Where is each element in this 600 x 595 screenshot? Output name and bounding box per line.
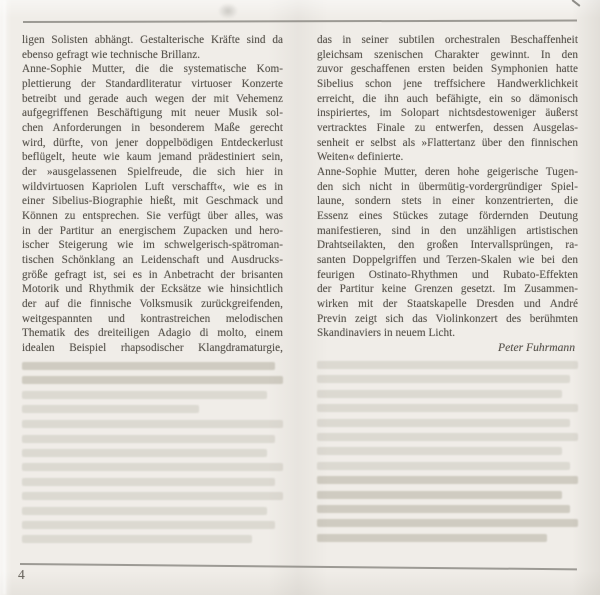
text-line: Können zu entsprechen. Sie verfügt über alles, was — [22, 210, 283, 223]
corner-scratch-mark — [571, 0, 580, 7]
text-line: ischer Steigerung wie im schwelgerisch-spätroman- — [22, 239, 283, 252]
text-line: Skandinaviers in neuem Licht. — [317, 327, 456, 340]
text-line: plettierung der Standardliteratur virtuoser Konzerte — [22, 78, 283, 91]
text-line: Anne-Sophie Mutter, deren hohe geigerische Tugen- — [317, 166, 578, 179]
text-line: feurigen Ostinato-Rhythmen und Rubato-Effekten — [317, 268, 578, 281]
top-rule — [23, 20, 577, 23]
text-line: aufgegriffenen Beschäftigung mit neuer Musik sol- — [22, 107, 283, 120]
text-line: santen Doppelgriffen und Terzen-Skalen wie bei den — [317, 254, 578, 267]
text-line: einer Sibelius-Biographie hießt, mit Geschmack und — [22, 195, 283, 208]
text-line: Motorik und Rhythmik der Ecksätze wie hinsichtlich — [22, 283, 283, 296]
text-line: der Partitur keine Grenzen gesetzt. Im Zusammen- — [317, 283, 578, 296]
text-line: das in seiner subtilen orchestralen Beschaffenheit — [317, 34, 578, 46]
text-line: manifestieren, sind in den unzähligen artistischen — [317, 224, 578, 237]
text-line: Previn zeigt sich das Violinkonzert des berühmten — [317, 312, 578, 325]
text-line: inspiriertes, im Solopart nichtsdestoweniger äußerst — [317, 107, 578, 120]
text-line: der »ausgelassenen Spielfreude, die sich hier in — [22, 166, 283, 179]
article-column-right — [317, 33, 578, 341]
text-line: idealen Beispiel rhapsodischer Klangdramaturgie, — [22, 342, 283, 355]
text-line: wildvirtuosen Kapriolen Luft verschafft«, wie es in — [22, 180, 283, 193]
text-line: beflügelt, heute wie kaum jemand prädestiniert sein, — [22, 151, 283, 164]
text-line: vertracktes Finale zu entwerfen, dessen Ausgelas- — [317, 122, 578, 135]
text-line: wirken mit der Staatskapelle Dresden und André — [317, 298, 578, 311]
text-line: Sibelius schon jene treffsichere Handwerklichkeit — [317, 78, 578, 91]
text-line: tischen Schönklang an Leidenschaft und Ausdrucks- — [22, 254, 283, 267]
text-line: gleichsam szenischen Charakter gewinnt. In den — [317, 48, 578, 61]
text-line: ebenso gefragt wie technische Brillanz. — [22, 48, 201, 61]
text-line: betreibt und gerade auch wegen der mit Vehemenz — [22, 92, 283, 105]
text-line: Drahtseilakten, den großen Intervallsprüngen, ra- — [317, 239, 578, 252]
text-line: chen Anforderungen in besonderem Maße gerecht — [22, 122, 283, 135]
text-line: der auf die finnische Volksmusik zurückgreifenden, — [22, 298, 283, 311]
bleed-through-text-right — [317, 361, 578, 548]
text-line: wird, dürfte, von jener doppelbödigen Entdeckerlust — [22, 136, 283, 149]
text-line: erreicht, die ihn auch befähigte, ein so dämonisch — [317, 92, 578, 105]
bleed-through-text-left — [22, 362, 283, 550]
bottom-rule — [20, 563, 577, 570]
text-line: zuvor geschaffenen ersten beiden Symphonien hatte — [317, 63, 578, 76]
text-line: Essenz eines Stückes zutage fördernden Deutung — [317, 210, 578, 223]
text-line: größe gefragt ist, sei es in Anbetracht der brisanten — [22, 268, 283, 281]
text-line: Thematik des dreiteiligen Adagio di molto, einem — [22, 327, 283, 340]
text-line: Weiten« definierte. — [317, 151, 404, 164]
text-line: senheit er selbst als »Flattertanz über den finnischen — [317, 136, 578, 149]
article-column-left — [22, 33, 283, 356]
text-line: in der Partitur an energischem Zupacken und hero- — [22, 224, 283, 237]
text-line: weitgespannten und kontrastreichen melodischen — [22, 312, 283, 325]
text-line: den sich nicht in übermütig-vordergründiger Spiel- — [317, 180, 578, 193]
author-credit: Peter Fuhrmann — [498, 341, 575, 354]
page-number: 4 — [18, 567, 25, 582]
page-number-bleed-smudge — [218, 3, 238, 19]
text-line: ligen Solisten abhängt. Gestalterische Kräfte sind da — [22, 34, 283, 46]
text-line: laune, sondern stets in einer konzentrierten, die — [317, 195, 578, 208]
scan-edge-highlight — [3, 0, 6, 595]
text-line: Anne-Sophie Mutter, die die systematische Kom- — [22, 63, 283, 76]
